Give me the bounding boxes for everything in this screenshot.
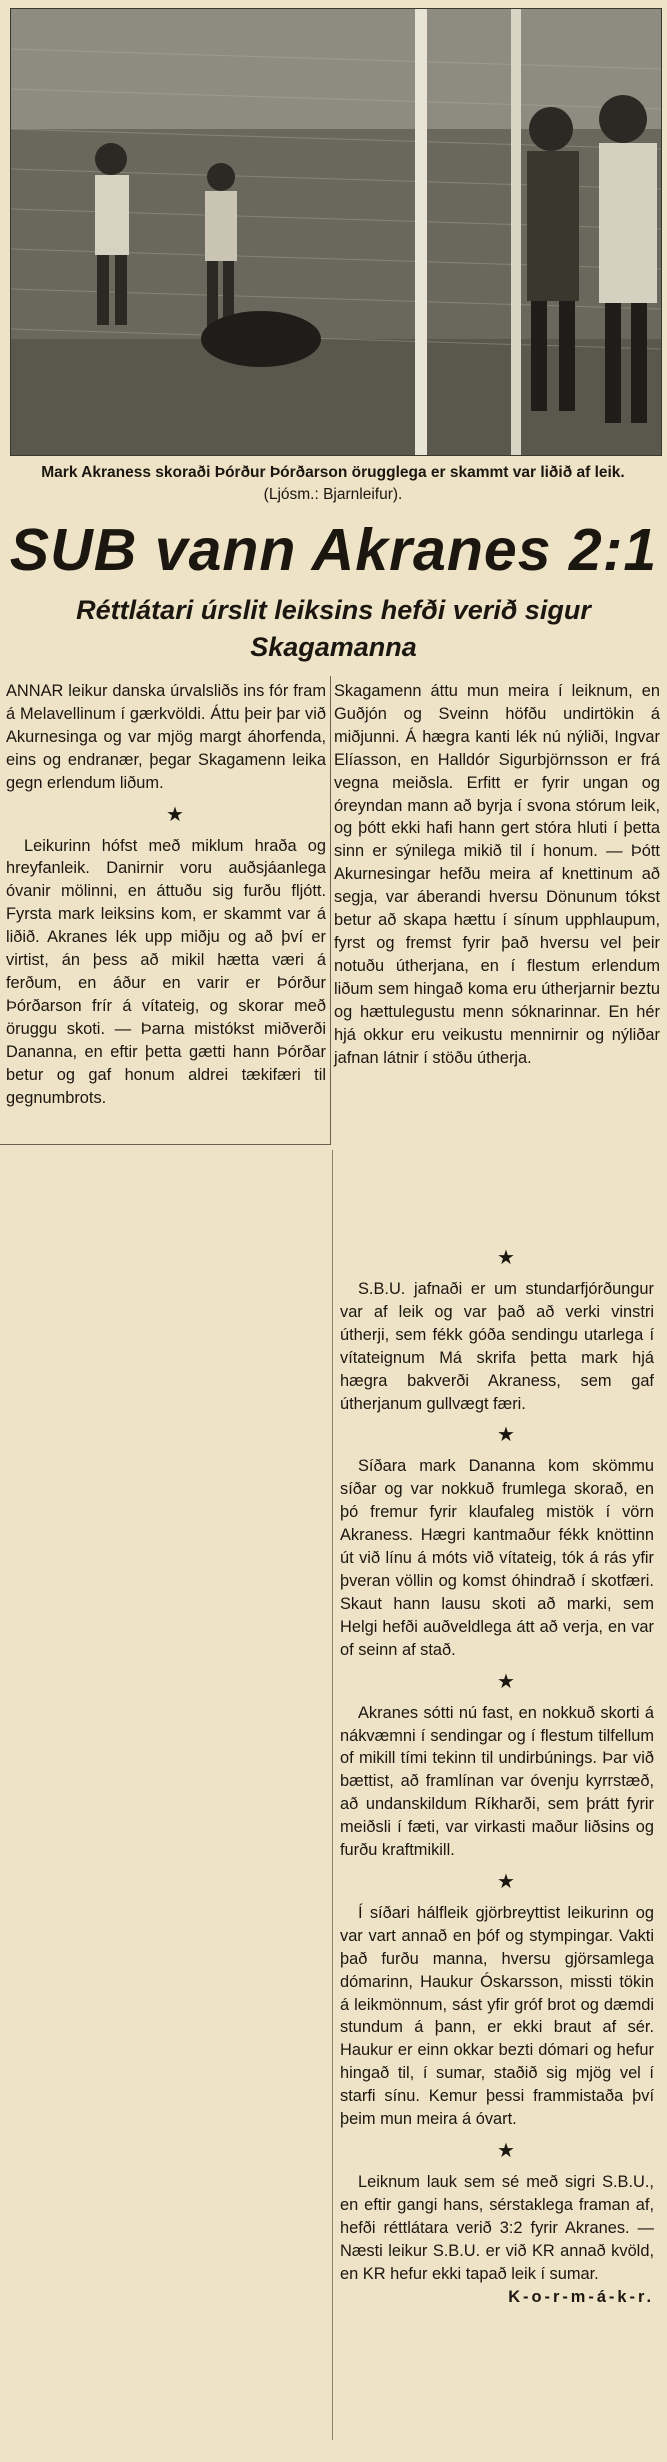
paragraph: S.B.U. jafnaði er um stundarfjórðungur var af leik og var það að verki vinstri útherji, sem fékk góða sendingu utarlega í vítateignum Má skrifa þetta mark hjá hægra bakverði Akraness, sem gaf útherjanum gullvægt færi. xyxy=(340,1280,654,1413)
article-column-1 xyxy=(6,680,326,1109)
star-separator: ★ xyxy=(497,1870,515,1893)
goal-post xyxy=(415,9,427,455)
goalkeeper-silhouette xyxy=(201,311,321,367)
photo-caption xyxy=(26,462,640,506)
paragraph: Akranes sótti nú fast, en nokkuð skorti á nákvæmni í sendingar og í flestum tilfellum of mikill tími tekinn til undirbúnings. Þar við bættist, að framlínan var óvenju kyrrstæð, að undanskildum Ríkharði, sem þrátt fyrir meiðsli í fæti, var virkasti maður liðsins og furðu kraftmikill. xyxy=(340,1703,654,1860)
star-separator: ★ xyxy=(166,803,184,826)
author-signature: K-o-r-m-á-k-r. xyxy=(508,2287,654,2306)
paragraph: Í síðari hálfleik gjörbreyttist leikurinn og var vart annað en þóf og stympingar. Vakti það furðu manna, hversu gjörsamlega dómarinn, Haukur Óskarsson, missti tökin á leikmönnum, sást yfir gróf brot og dæmdi stundum á þann, er ekki braut af sér. Haukur er einn okkar bezti dómari og hefur hingað til, í sumar, staðið sig mjög vel í starfi sínu. Kemur þessi frammistaða því þeim mun meira á óvart. xyxy=(340,1903,654,2129)
star-separator: ★ xyxy=(497,1424,515,1447)
star-separator: ★ xyxy=(497,1670,515,1693)
article-column-2 xyxy=(334,680,660,1069)
paragraph: Síðara mark Dananna kom skömmu síðar og var nokkuð frumlega skorað, en þó fremur fyrir klaufaleg mistök í vörn Akraness. Hægri kantmaður fékk knöttinn út við línu á móts við vítateig, tók á rás yfir þveran völlin og komst óhindrað í skotfæri. Skaut hann lausu skoti að marki, sem Helgi hefði auðveldlega átt að verja, en var of seinn af stað. xyxy=(340,1457,654,1659)
paragraph: Leiknum lauk sem sé með sigri S.B.U., en eftir gangi hans, sérstaklega framan af, hefði réttlátara verið 3:2 fyrir Akranes. — Næsti leikur S.B.U. er við KR annað kvöld, en KR hefur ekki tapað leik í sumar. xyxy=(340,2173,654,2283)
article-subheadline: Réttlátari úrslit leiksins hefði verið sigur Skagamanna xyxy=(76,595,591,662)
star-separator: ★ xyxy=(497,2140,515,2162)
match-photo xyxy=(10,8,662,456)
article-column-3 xyxy=(340,1238,654,2308)
caption-text: Mark Akraness skoraði Þórður Þórðarson örugglega er skammt var liðið af leik. xyxy=(41,464,625,481)
paragraph: ANNAR leikur danska úrvalsliðs ins fór fram á Melavellinum í gærkvöldi. Áttu þeir þar við Akurnesinga og var mjög margt áhorfenda, eins og endranær, þegar Skagamenn leika gegn erlendum liðum. xyxy=(6,682,326,792)
photo-credit: (Ljósm.: Bjarnleifur). xyxy=(263,486,403,503)
photo-scene xyxy=(11,9,661,455)
article-headline: SUB vann Akranes 2:1 xyxy=(9,517,658,583)
paragraph: Leikurinn hófst með miklum hraða og hreyfanleik. Danirnir voru auðsjáanlega óvanir mölinni, en áttuðu sig furðu fljótt. Fyrsta mark leiksins kom, er skammt var á liðið. Akranes lék upp miðju og að því er virtist, án þess að mikil hætta væri á ferðum, en áður en varir er Þórður Þórðarson frír á vítateig, og skorar með öruggu skoti. — Þarna mistókst miðverði Dananna, en eftir þetta gætti hann Þórðar betur og gaf honum aldrei tækifæri til gegnumbrots. xyxy=(6,836,326,1107)
star-separator: ★ xyxy=(497,1247,515,1269)
paragraph: Skagamenn áttu mun meira í leiknum, en Guðjón og Sveinn höfðu undirtökin á miðjunni. Á hægra kanti lék nú nýliði, Ingvar Elíasson, en Halldór Sigurbjörnsson er frá vegna meiðsla. Erfitt er fyrir ungan og óreyndan mann að byrja í svona stórum leik, og þótt ekki hafi hann gert stóra hluti í þetta sinn er sýnilega mikið til í honum. — Þótt Akurnesingar hefðu meira af knettinum að segja, var áberandi hversu Dönunum tókst betur að skapa hættu í sínum upphlaupum, fyrst og fremst fyrir það hversu vel þeir notuðu útherjana, en í flestum erlendum liðum sem hingað koma eru útherjarnir beztu og hættulegustu menn sóknarinnar. En hér hjá okkur eru veikustu mennirnir og nýliðar jafnan látnir í stöðu útherja. xyxy=(334,682,660,1067)
column-rule xyxy=(332,1150,333,2440)
